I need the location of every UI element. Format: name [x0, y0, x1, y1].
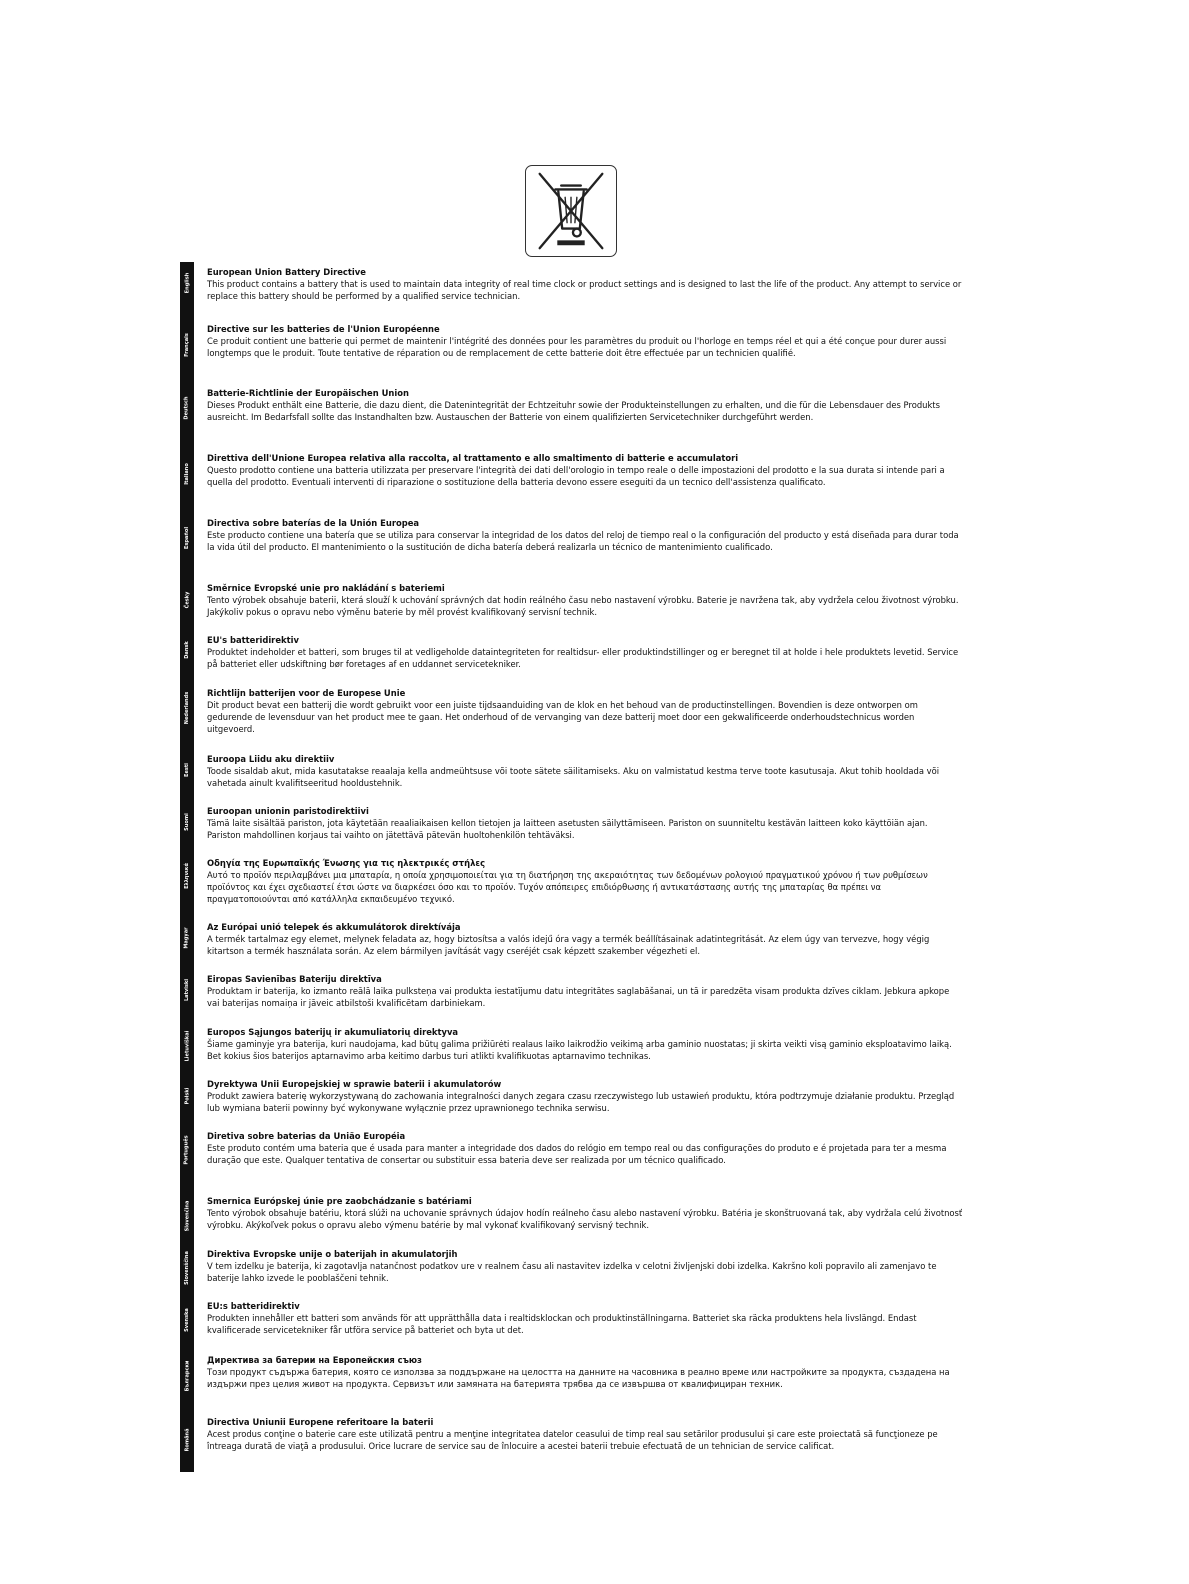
crossed-out-wheeled-bin-icon	[526, 166, 616, 256]
lang-tab-dansk: Dansk	[184, 641, 190, 659]
section-title: Οδηγία της Ευρωπαϊκής Ένωσης για τις ηλεκτρικές στήλες	[207, 858, 486, 868]
section-deutsch	[207, 387, 963, 423]
section-body: Este produto contém uma bateria que é usada para manter a integridade dos dados do relógio em tempo real ou das configurações do produto e é projetada para ter a mesma duração que este. Qualquer tentativa de consertar ou substituir essa bateria deve ser realizada por um técnico qualificado.	[207, 1143, 947, 1165]
section-dansk	[207, 634, 963, 670]
section-body: V tem izdelku je baterija, ki zagotavlja natančnost podatkov ure v realnem času ali nastavitev izdelka v celotni življenjski dobi izdelka. Kakršno koli popravilo ali zamenjavo te baterije lahko izvede le pooblaščeni tehnik.	[207, 1261, 937, 1283]
lang-tab-espanol: Español	[184, 526, 191, 550]
section-title: Batterie-Richtlinie der Europäischen Union	[207, 388, 409, 398]
lang-tab-svenska: Svenska	[184, 1308, 191, 1332]
weee-symbol	[525, 165, 617, 257]
section-title: Dyrektywa Unii Europejskiej w sprawie baterii i akumulatorów	[207, 1079, 502, 1089]
section-title: Euroopa Liidu aku direktiiv	[207, 754, 335, 764]
section-body: Ce produit contient une batterie qui permet de maintenir l'intégrité des données pour les paramètres du produit ou l'horloge en temps réel et qui a été conçue pour durer aussi longtemps que le produit. Toute tentative de réparation ou de remplacement de cette batterie doit être effectuée par un technicien qualifié.	[207, 336, 947, 358]
section-title: EU's batteridirektiv	[207, 635, 299, 645]
section-svenska	[207, 1300, 963, 1336]
section-italiano	[207, 452, 963, 488]
section-title: Direktiva Evropske unije o baterijah in akumulatorjih	[207, 1249, 458, 1259]
lang-tab-romana: Română	[184, 1428, 191, 1452]
section-body: This product contains a battery that is used to maintain data integrity of real time clock or product settings and is designed to last the life of the product. Any attempt to service or replace this battery should be performed by a qualified service technician.	[207, 279, 962, 301]
section-body: Dieses Produkt enthält eine Batterie, die dazu dient, die Datenintegrität der Echtzeituhr sowie der Produkteinstellungen zu erhalten, und die für die Lebensdauer des Produkts ausreicht. Im Bedarfsfall sollte das Instandhalten bzw. Austauschen der Batterie von einem qualifizierten Servicetechniker durchgeführt werden.	[207, 400, 940, 422]
lang-tab-magyar: Magyar	[184, 927, 191, 949]
section-body: Този продукт съдържа батерия, която се използва за поддържане на целостта на данните на часовника в реално време или настройките за продукта, създадена на издържи през целия живот на продукта. Сервизът или замяната на батерията трябва да се извършва от квалифициран техник.	[207, 1367, 950, 1389]
section-body: Produkten innehåller ett batteri som används för att upprätthålla data i realtidsklockan och produktinställningarna. Batteriet ska räcka produktens hela livslängd. Endast kvalificerade servicetekniker får utföra service på batteriet och byta ut det.	[207, 1313, 917, 1335]
lang-tab-italiano: Italiano	[184, 463, 190, 485]
section-latviski	[207, 973, 963, 1009]
section-slovenscina	[207, 1248, 963, 1284]
section-body: Dit product bevat een batterij die wordt gebruikt voor een juiste tijdsaanduiding van de klok en het behoud van de productinstellingen. Bovendien is deze ontworpen om gedurende de levensduur van het product mee te gaan. Het onderhoud of de vervanging van deze batterij moet door een gekwalificeerde onderhoudstechnicus worden uitgevoerd.	[207, 700, 918, 734]
section-title: Directive sur les batteries de l'Union Européenne	[207, 324, 440, 334]
section-lietuviskai	[207, 1026, 963, 1062]
section-title: Euroopan unionin paristodirektiivi	[207, 806, 369, 816]
section-body: Tento výrobok obsahuje batériu, ktorá slúži na uchovanie správnych údajov hodín reálneho času alebo nastavení výrobku. Batéria je skonštruovaná tak, aby vydržala celú životnosť výrobku. Akýkoľvek pokus o opravu alebo výmenu batérie by mal vykonať kvalifikovaný servisný technik.	[207, 1208, 963, 1230]
lang-tab-francais: Français	[184, 333, 191, 357]
section-title: Directiva Uniunii Europene referitoare la baterii	[207, 1417, 434, 1427]
section-title: European Union Battery Directive	[207, 267, 366, 277]
section-title: Richtlijn batterijen voor de Europese Unie	[207, 688, 406, 698]
lang-tab-polski: Polski	[184, 1087, 190, 1105]
section-title: Az Európai unió telepek és akkumulátorok direktívája	[207, 922, 461, 932]
lang-tab-deutsch: Deutsch	[184, 396, 190, 420]
section-body: Tento výrobek obsahuje baterii, která slouží k uchování správných dat hodin reálného času nebo nastavení výrobku. Baterie je navržena tak, aby vydržela celou životnost výrobku. Jakýkoliv pokus o opravu nebo výměnu baterie by měl provést kvalifikovaný servisní technik.	[207, 595, 959, 617]
lang-tab-suomi: Suomi	[184, 813, 191, 831]
section-english	[207, 266, 963, 302]
section-body: Šiame gaminyje yra baterija, kuri naudojama, kad būtų galima prižiūrėti realaus laiko laikrodžio veikimą arba gaminio nuostatas; ji skirta veikti visą gaminio eksploatavimo laiką. Bet kokius šios baterijos aptarnavimo arba keitimo darbus turi atlikti kvalifikuotas aptarnavimo technikas.	[207, 1039, 952, 1061]
section-body: Produkt zawiera baterię wykorzystywaną do zachowania integralności danych zegara czasu rzeczywistego lub ustawień produktu, która podtrzymuje działanie produktu. Przegląd lub wymiana baterii powinny być wykonywane wyłącznie przez uprawnionego technika serwisu.	[207, 1091, 955, 1113]
section-body: Produktam ir baterija, ko izmanto reālā laika pulksteņa vai produkta iestatījumu datu integritātes saglabāšanai, un tā ir paredzēta visam produkta dzīves ciklam. Jebkura apkope vai baterijas nomaiņa ir jāveic atbilstoši kvalificētam darbiniekam.	[207, 986, 950, 1008]
section-title: Diretiva sobre baterias da União Européia	[207, 1131, 406, 1141]
lang-tab-slovenscina: Slovenščina	[184, 1251, 191, 1285]
lang-tab-nederlands: Nederlands	[184, 691, 190, 725]
section-bulgarski	[207, 1354, 963, 1390]
section-title: Směrnice Evropské unie pro nakládání s bateriemi	[207, 583, 445, 593]
section-title: Directiva sobre baterías de la Unión Europea	[207, 518, 420, 528]
section-magyar	[207, 921, 963, 957]
section-title: Директива за батерии на Европейския съюз	[207, 1355, 422, 1365]
section-body: Tämä laite sisältää pariston, jota käytetään reaaliaikaisen kellon tietojen ja laitteen asetusten säilyttämiseen. Pariston on suunniteltu kestävän laitteen koko käyttöiän ajan. Pariston mahdollinen korjaus tai vaihto on jätettävä pätevän huoltohenkilön tehtäväksi.	[207, 818, 928, 840]
section-cesky	[207, 582, 963, 618]
section-ellinika	[207, 857, 963, 905]
lang-tab-slovencina: Slovenčina	[184, 1200, 190, 1232]
lang-tab-cesky: Česky	[184, 591, 191, 609]
section-polski	[207, 1078, 963, 1114]
section-body: A termék tartalmaz egy elemet, melynek feladata az, hogy biztosítsa a valós idejű óra vagy a termék beállításainak adatintegritását. Az elem úgy van tervezve, hogy végig kitartson a termék használata során. Az elem bármilyen javítását vagy cseréjét csak képzett szakember végezheti el.	[207, 934, 930, 956]
section-portugues	[207, 1130, 963, 1166]
section-body: Αυτό το προϊόν περιλαμβάνει μια μπαταρία, η οποία χρησιμοποιείται για τη διατήρηση της ακεραιότητας των δεδομένων ρολογιού πραγματικού χρόνου ή των ρυθμίσεων προϊόντος και έχει σχεδιαστεί έτσι ώστε να διαρκέσει όσο και το προϊόν. Τυχόν απόπειρες επιδιόρθωσης ή αντικατάστασης αυτής της μπαταρίας θα πρέπει να πραγματοποιούνται από κατάλληλα εκπαιδευμένο τεχνικό.	[207, 870, 928, 904]
section-suomi	[207, 805, 963, 841]
section-title: Europos Sąjungos baterijų ir akumuliatorių direktyva	[207, 1027, 459, 1037]
lang-tab-lietuviskai: Lietuviškai	[184, 1030, 190, 1062]
lang-tab-portugues: Português	[184, 1135, 190, 1165]
lang-tab-bulgarski: Български	[184, 1360, 191, 1392]
section-body: Questo prodotto contiene una batteria utilizzata per preservare l'integrità dei dati dell'orologio in tempo reale o delle impostazioni del prodotto e la sua durata si intende pari a quella del prodotto. Eventuali interventi di riparazione o sostituzione della batteria devono essere eseguiti da un tecnico dell'assistenza qualificato.	[207, 465, 945, 487]
section-title: Direttiva dell'Unione Europea relativa alla raccolta, al trattamento e allo smaltimento di batterie e accumulatori	[207, 453, 739, 463]
section-body: Toode sisaldab akut, mida kasutatakse reaalaja kella andmeühtsuse või toote sätete säilitamiseks. Aku on valmistatud kestma terve toote kasutusaja. Akut tohib hooldada või vahetada ainult kvalifitseeritud hooldustehnik.	[207, 766, 940, 788]
section-title: EU:s batteridirektiv	[207, 1301, 300, 1311]
section-nederlands	[207, 687, 963, 735]
section-body: Produktet indeholder et batteri, som bruges til at vedligeholde dataintegriteten for realtidsur- eller produktindstillinger og er beregnet til at holde i hele produktets levetid. Service på batteriet eller udskiftning bør foretages af en uddannet servicetekniker.	[207, 647, 959, 669]
section-eesti	[207, 753, 963, 789]
section-body: Este producto contiene una batería que se utiliza para conservar la integridad de los datos del reloj de tiempo real o la configuración del producto y está diseñada para durar toda la vida útil del producto. El mantenimiento o la sustitución de dicha batería deberá realizarla un técnico de mantenimiento cualificado.	[207, 530, 959, 552]
lang-tab-english: English	[184, 272, 190, 294]
section-espanol	[207, 517, 963, 553]
section-romana	[207, 1416, 963, 1452]
section-slovencina	[207, 1195, 963, 1231]
section-title: Eiropas Savienības Bateriju direktīva	[207, 974, 382, 984]
section-francais	[207, 323, 963, 359]
lang-tab-latviski: Latviski	[184, 978, 191, 1002]
lang-tab-eesti: Eesti	[183, 763, 190, 777]
section-title: Smernica Európskej únie pre zaobchádzanie s batériami	[207, 1196, 472, 1206]
lang-tab-ellinika: Ελληνικά	[184, 863, 191, 889]
section-body: Acest produs conţine o baterie care este utilizată pentru a menţine integritatea datelor ceasului de timp real sau setărilor produsului şi care este proiectată să funcţioneze pe întreaga durată de viaţă a produsului. Orice lucrare de service sau de înlocuire a acestei baterii trebuie efectuată de un tehnician de service calificat.	[207, 1429, 938, 1451]
